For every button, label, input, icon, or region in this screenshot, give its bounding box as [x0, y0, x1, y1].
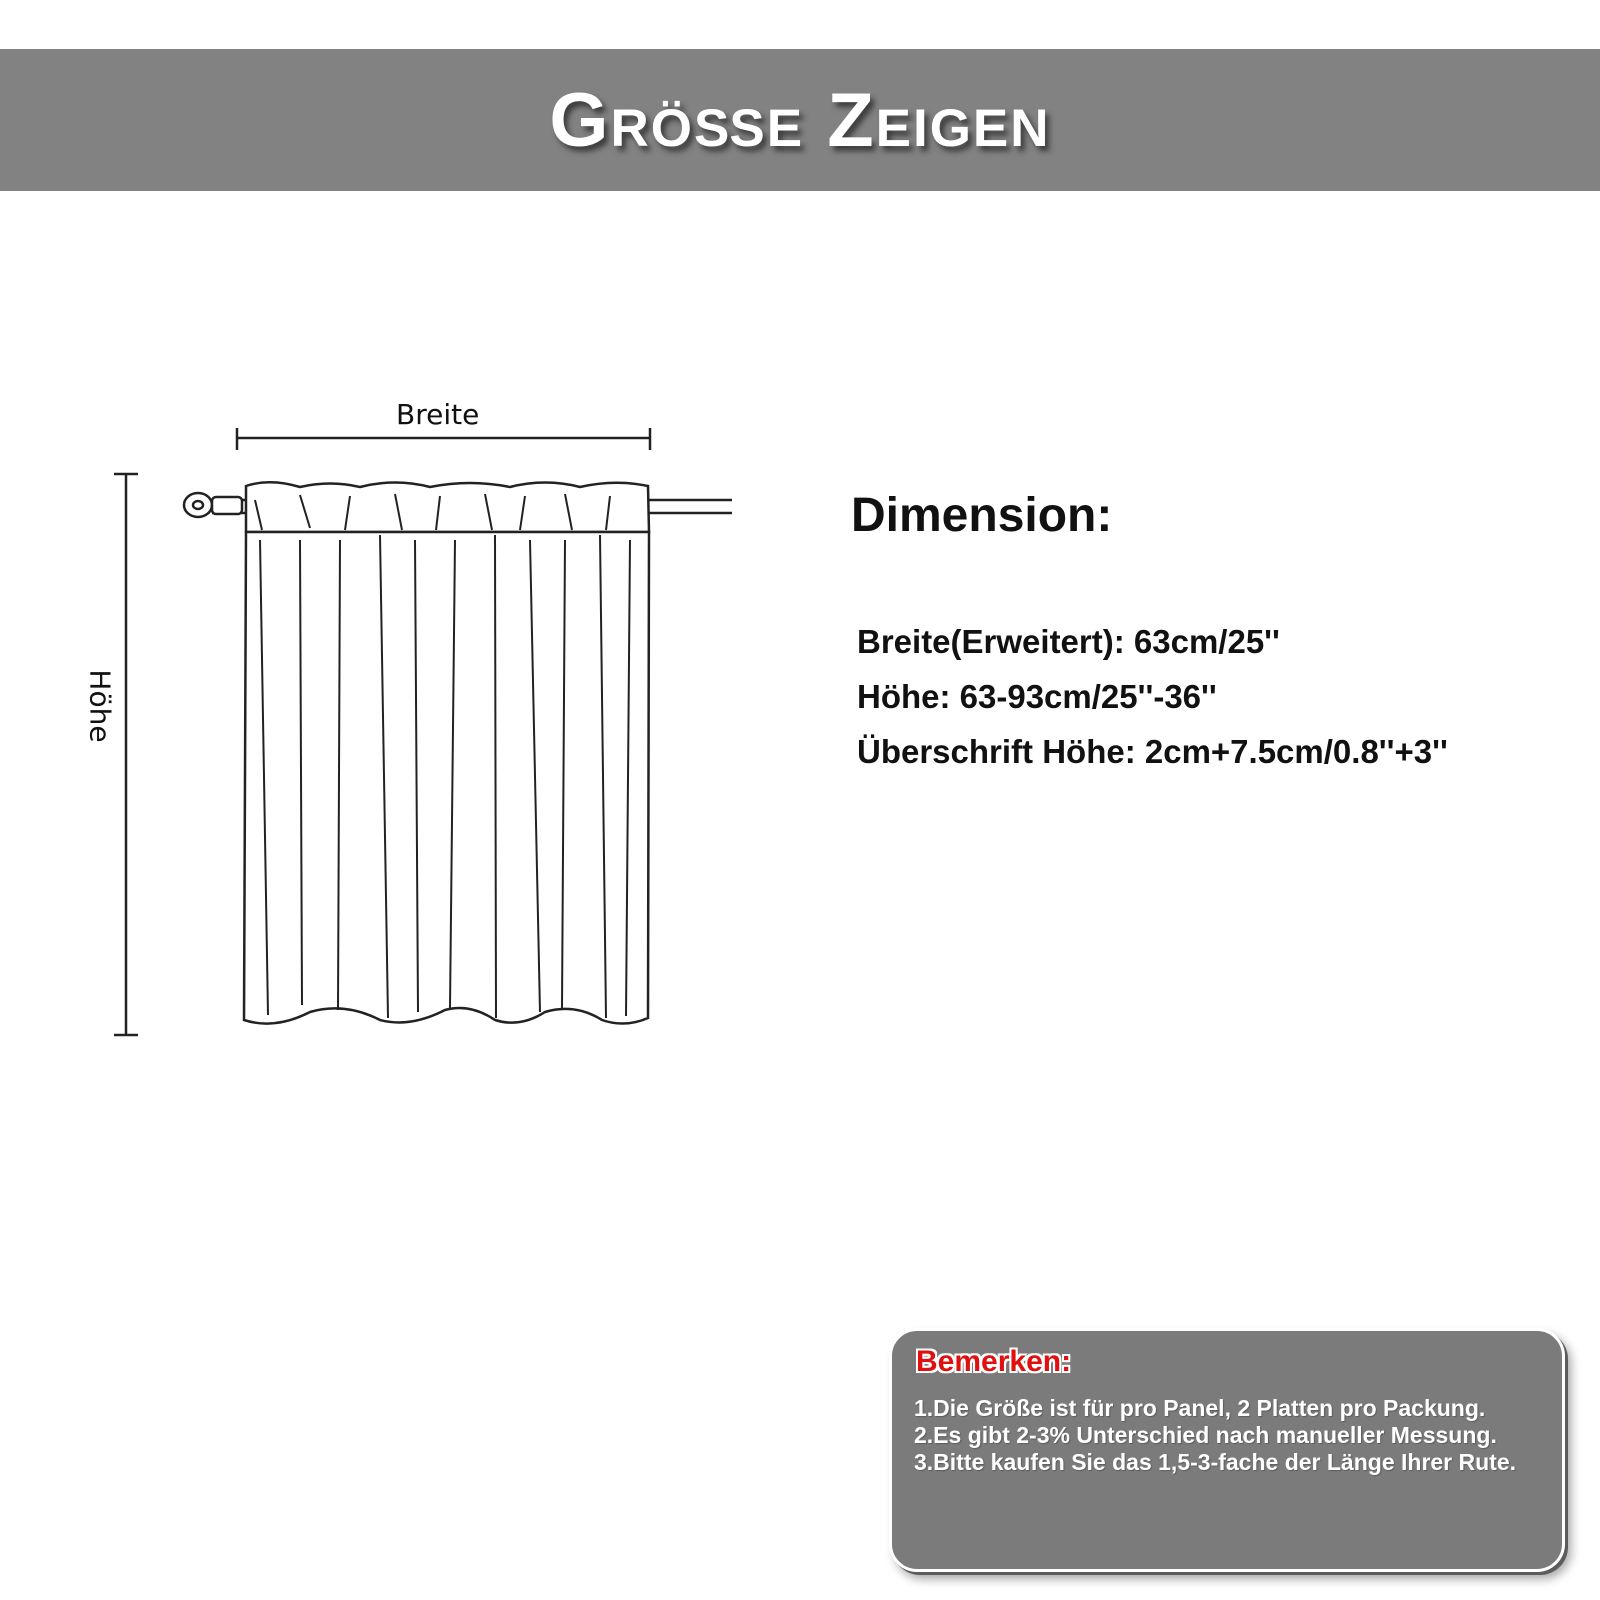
- spec-width: Breite(Erweitert): 63cm/25'': [857, 623, 1280, 660]
- height-dimension-line: [114, 474, 138, 1035]
- notes-title: Bemerken:: [916, 1345, 1072, 1378]
- notes-list: [914, 1395, 1554, 1476]
- curtain-panel: [244, 482, 649, 1023]
- height-label: Höhe: [83, 669, 117, 743]
- spec-header-height: Überschrift Höhe: 2cm+7.5cm/0.8''+3'': [857, 733, 1448, 770]
- width-dimension-line: [237, 428, 650, 450]
- note-item: 1.Die Größe ist für pro Panel, 2 Platten pro Packung.: [914, 1395, 1486, 1421]
- notes-box: [889, 1328, 1565, 1572]
- dimension-specs: [857, 620, 1448, 785]
- note-item: 2.Es gibt 2-3% Unterschied nach manueller Messung.: [914, 1422, 1497, 1448]
- width-label: Breite: [396, 398, 480, 431]
- note-item: 3.Bitte kaufen Sie das 1,5-3-fache der Länge Ihrer Rute.: [914, 1449, 1517, 1475]
- page-title: Größe Zeigen: [549, 77, 1051, 163]
- spec-height: Höhe: 63-93cm/25''-36'': [857, 678, 1217, 715]
- dimension-heading: Dimension:: [851, 489, 1113, 542]
